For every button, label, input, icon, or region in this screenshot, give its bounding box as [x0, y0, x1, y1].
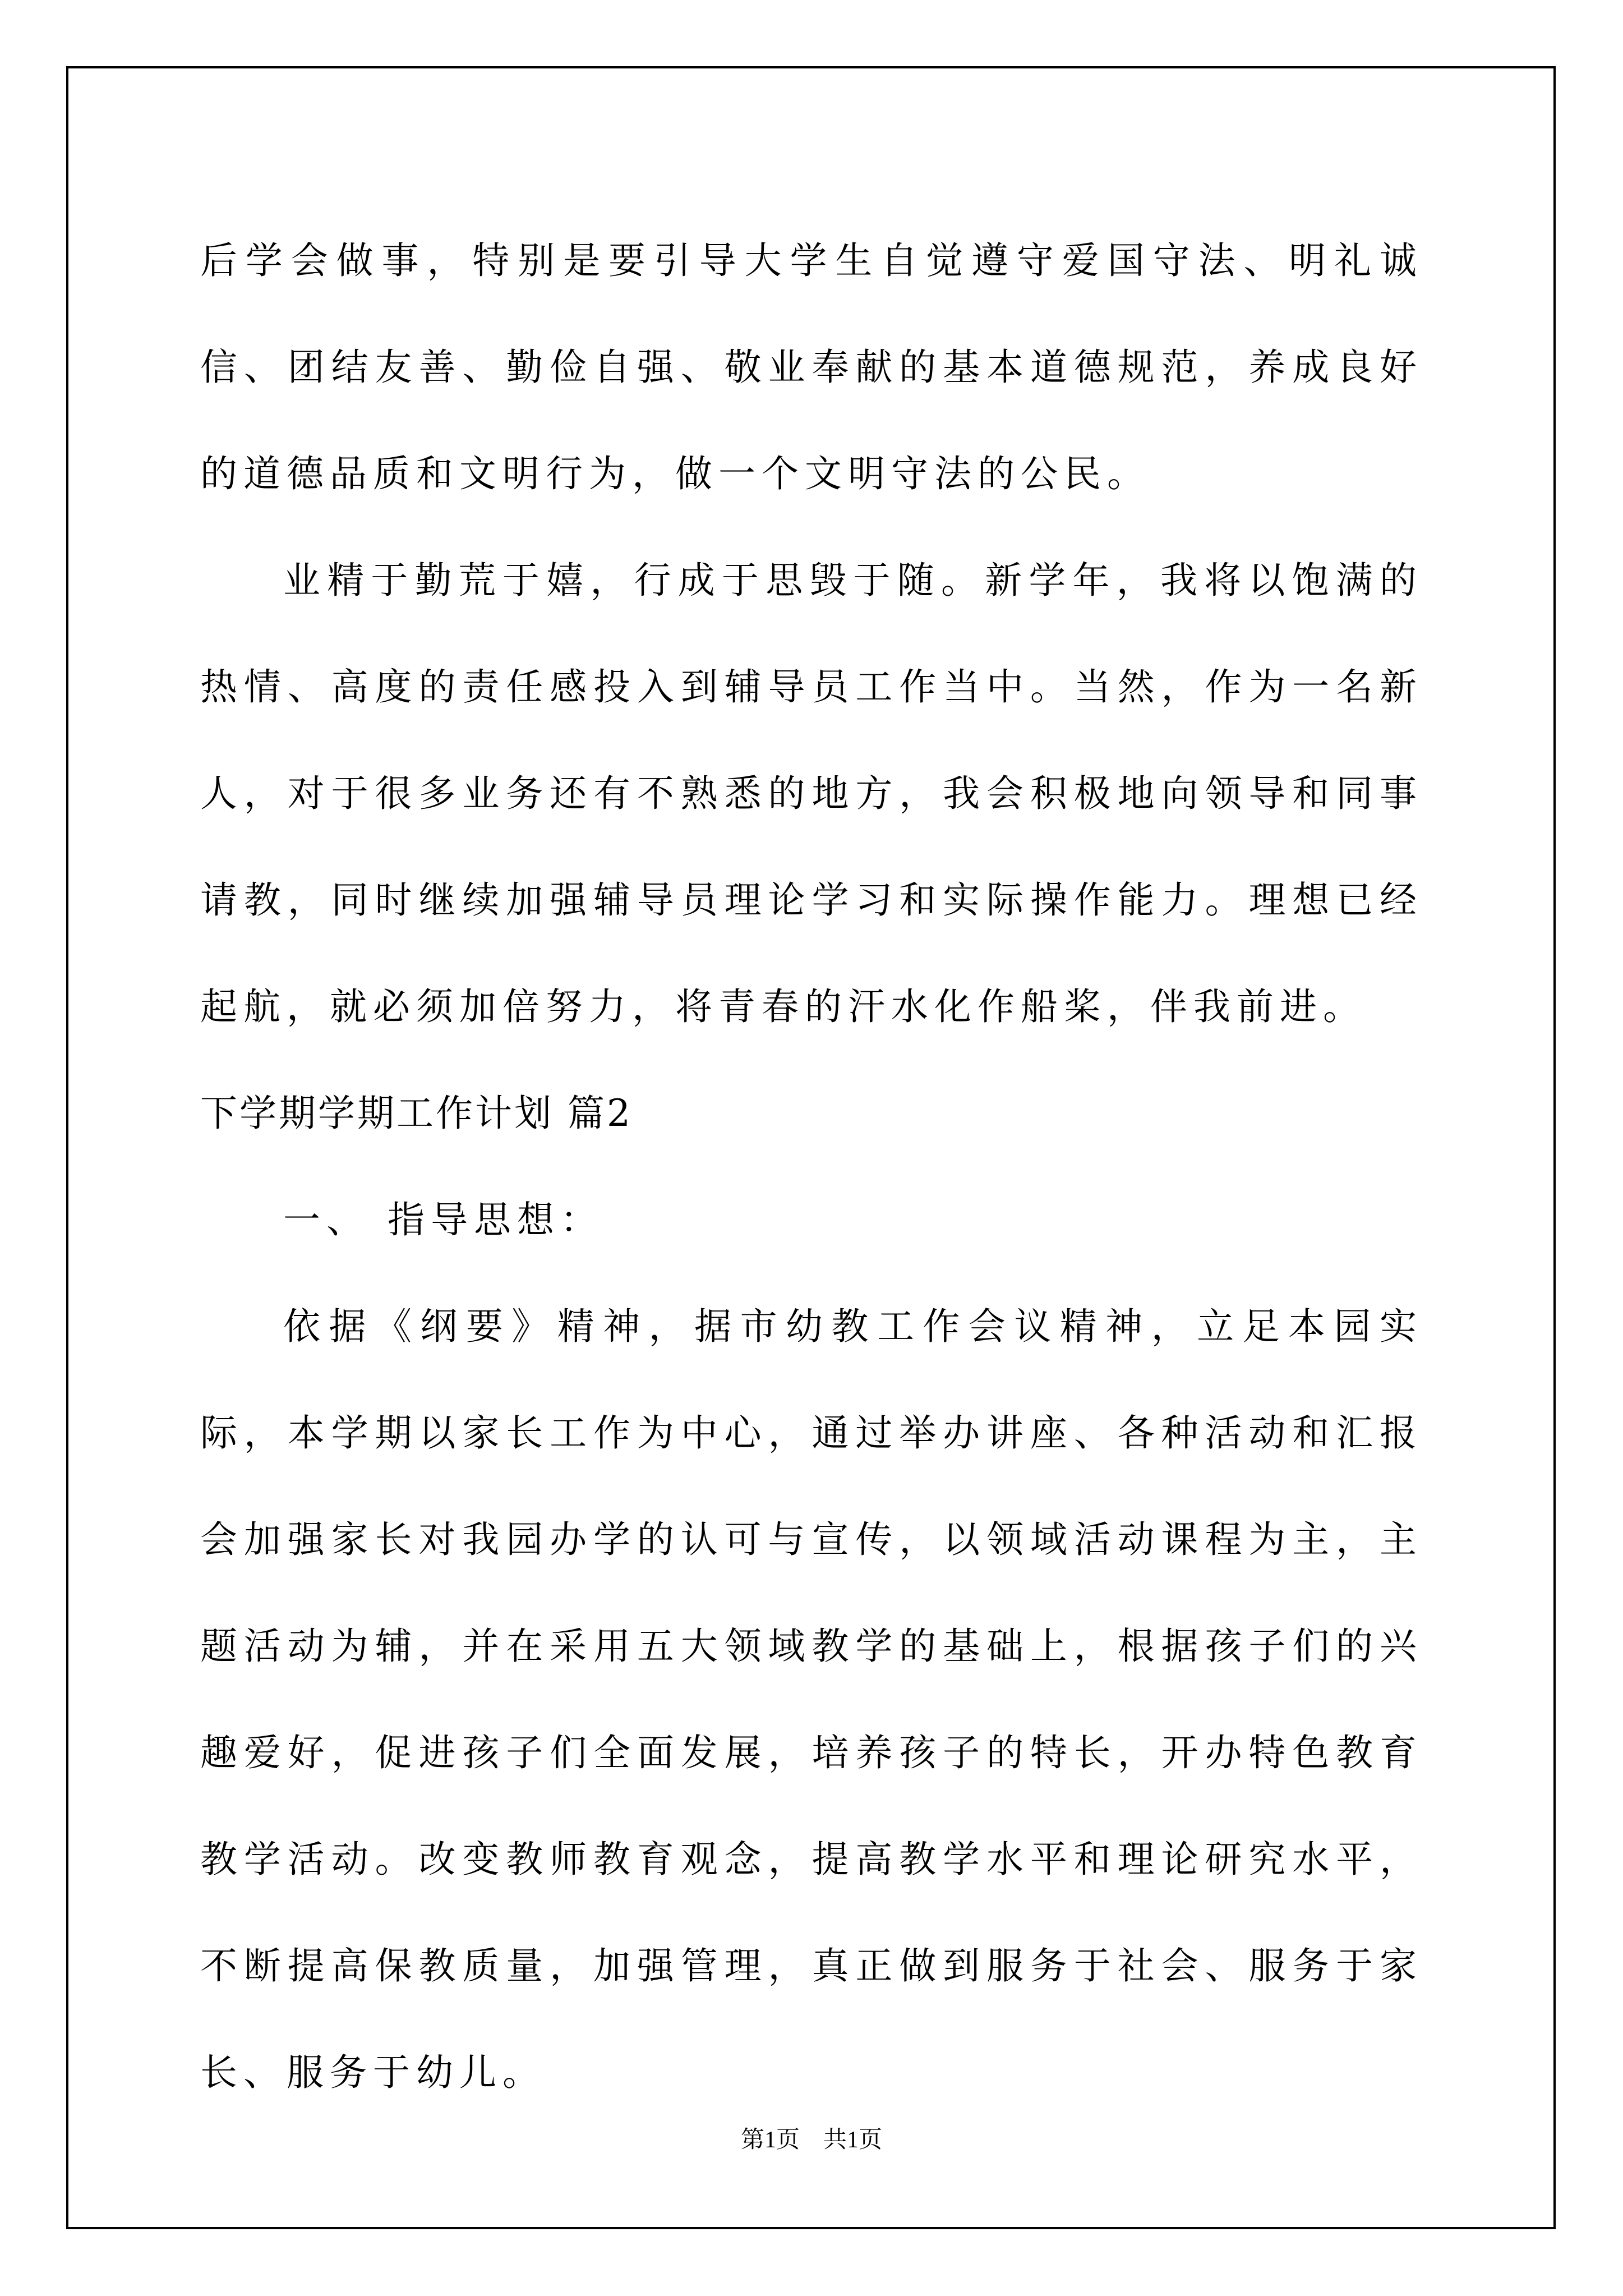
page-footer: 第1页 共1页 — [740, 2127, 882, 2153]
paragraph-resolution: 业精于勤荒于嬉，行成于思毁于随。新学年，我将以饱满的热情、高度的责任感投入到辅导员工作当中。当然，作为一名新人，对于很多业务还有不熟悉的地方，我会积极地向领导和同事请教，同时继续加强辅导员理论学习和实际操作能力。理想已经起航，就必须加倍努力，将青春的汗水化作船桨，伴我前进。 — [200, 559, 1423, 1028]
paragraph-continuation: 后学会做事，特别是要引导大学生自觉遵守爱国守法、明礼诚信、团结友善、勤俭自强、敬业奉献的基本道德规范，养成良好的道德品质和文明行为，做一个文明守法的公民。 — [200, 239, 1423, 495]
section-heading: 下学期学期工作计划 篇2 — [200, 1092, 633, 1135]
document-body — [200, 208, 1423, 2126]
sub-heading: 一、 指导思想： — [283, 1198, 603, 1241]
paragraph-guiding-thought: 依据《纲要》精神，据市幼教工作会议精神，立足本园实际，本学期以家长工作为中心，通过举办讲座、各种活动和汇报会加强家长对我园办学的认可与宣传，以领域活动课程为主，主题活动为辅，并在采用五大领域教学的基础上，根据孩子们的兴趣爱好，促进孩子们全面发展，培养孩子的特长，开办特色教育教学活动。改变教师教育观念，提高教学水平和理论研究水平，不断提高保教质量，加强管理，真正做到服务于社会、服务于家长、服务于幼儿。 — [200, 1305, 1423, 2094]
